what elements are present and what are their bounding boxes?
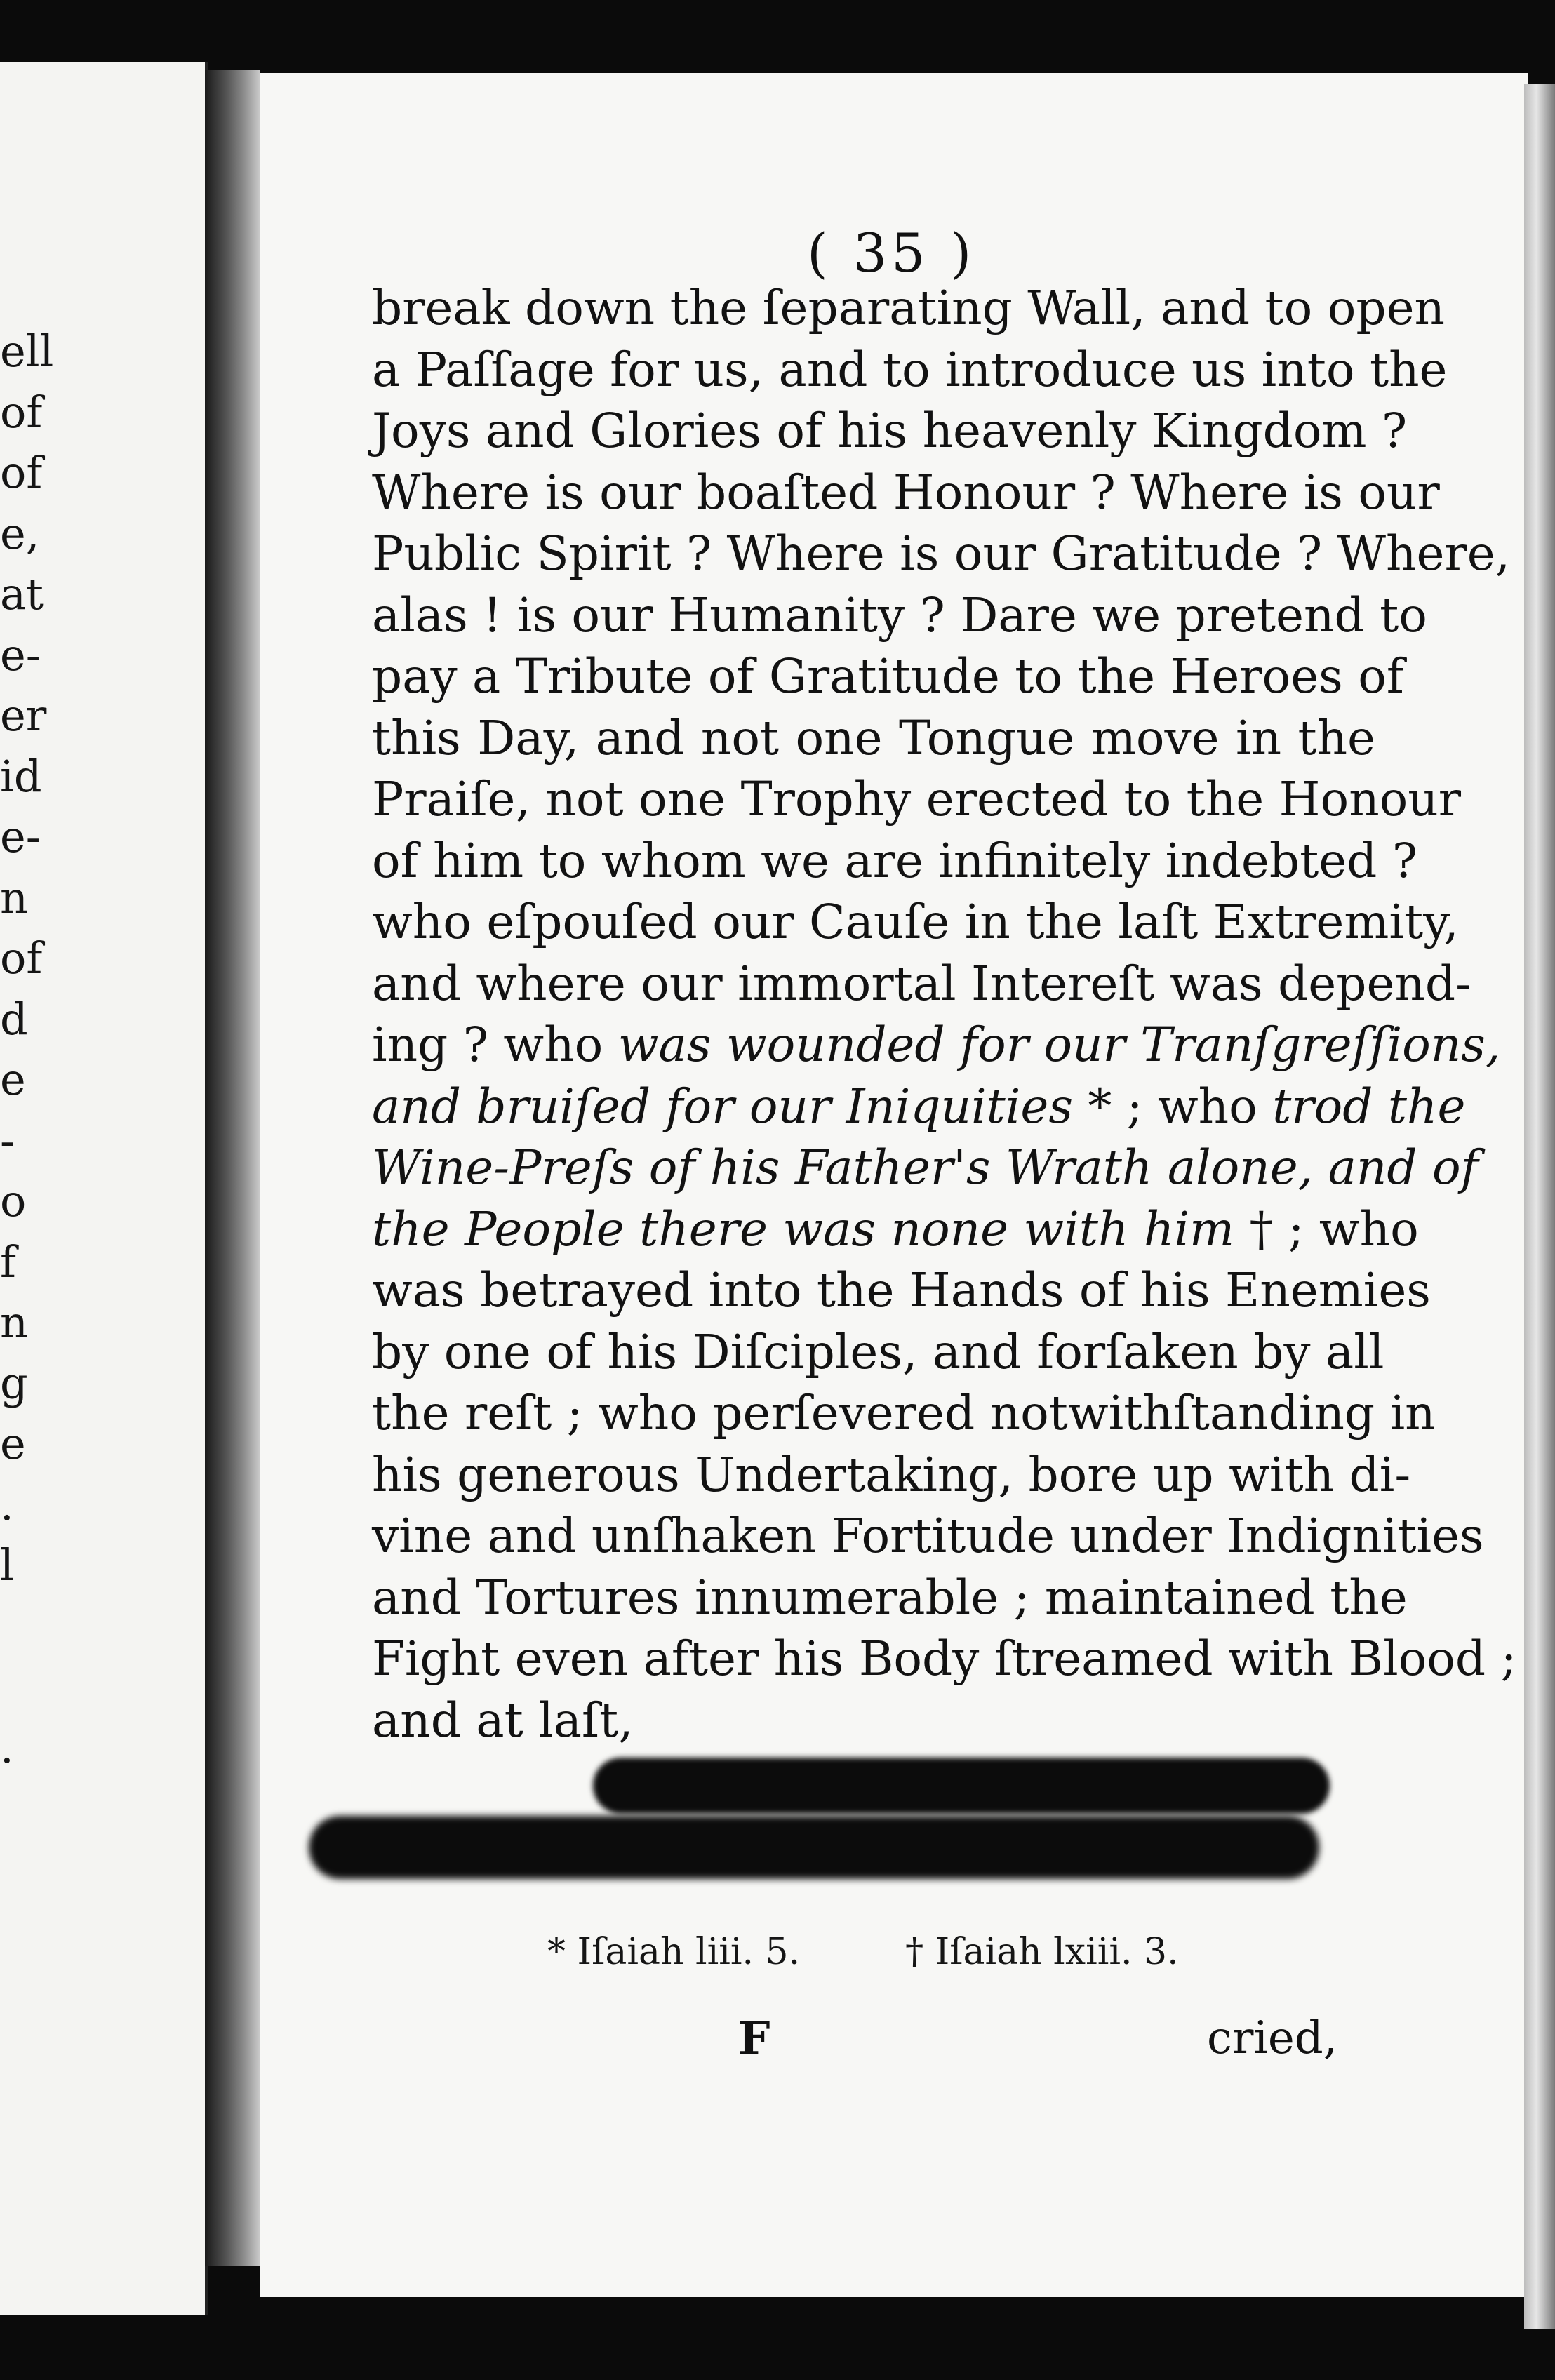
text-segment: Joys and Glories of his heavenly Kingdom ? [372, 403, 1408, 458]
left-fragment: e [0, 1418, 26, 1469]
left-fragment: er [0, 690, 47, 741]
text-line [372, 277, 1446, 339]
left-page-fragments [0, 321, 53, 1778]
left-fragment: d [0, 993, 28, 1045]
left-fragment: of [0, 447, 43, 498]
text-segment: pay a Tribute of Gratitude to the Heroes of [372, 648, 1404, 704]
page-number: ( 35 ) [807, 222, 976, 284]
text-segment: vine and unſhaken Fortitude under Indignities [372, 1508, 1484, 1563]
text-segment: ing ? who [372, 1017, 618, 1072]
ink-smear [593, 1758, 1330, 1814]
body-text [372, 277, 1517, 1751]
text-line [372, 1198, 1419, 1260]
text-line [372, 646, 1404, 707]
text-line [372, 953, 1471, 1015]
left-fragment: of [0, 932, 43, 984]
text-segment: by one of his Diſciples, and forſaken by all [372, 1323, 1384, 1379]
text-line [372, 1444, 1411, 1506]
text-line [372, 1382, 1436, 1444]
left-page [0, 62, 208, 2315]
italic-segment: was wounded for our Tranſgreſſions, [618, 1017, 1501, 1072]
left-fragment: e- [0, 811, 41, 862]
left-fragment: l [0, 1539, 14, 1591]
catchword: cried, [1207, 2012, 1338, 2064]
left-fragment: - [0, 1114, 15, 1166]
text-line [372, 462, 1440, 523]
footnote-1: * Iſaiah liii. 5. [547, 1931, 801, 1973]
ink-smear [309, 1816, 1319, 1879]
text-line [372, 1014, 1501, 1076]
text-segment: Fight even after his Body ſtreamed with Blood ; [372, 1631, 1517, 1686]
footnote-2: † Iſaiah lxiii. 3. [905, 1931, 1179, 1973]
italic-segment: trod the [1272, 1078, 1466, 1134]
left-fragment: e, [0, 507, 40, 559]
text-segment: his generous Undertaking, bore up with di- [372, 1446, 1411, 1502]
left-fragment: id [0, 750, 42, 802]
text-line [372, 891, 1459, 953]
text-line [372, 1137, 1479, 1198]
left-fragment: of [0, 386, 43, 438]
left-fragment [0, 1657, 53, 1718]
text-segment: Public Spirit ? Where is our Gratitude ? Where, [372, 526, 1511, 581]
footnotes [547, 1931, 1179, 1973]
left-fragment: n [0, 871, 28, 923]
text-line [372, 1567, 1408, 1629]
left-fragment: n [0, 1297, 28, 1348]
signature-mark: F [738, 2012, 770, 2065]
page-edge [1524, 84, 1555, 2329]
text-line [372, 584, 1427, 646]
text-line [372, 1076, 1466, 1137]
text-line [372, 400, 1408, 462]
left-fragment: o [0, 1175, 27, 1226]
text-line [372, 1259, 1431, 1321]
text-line [372, 1628, 1517, 1690]
left-fragment [0, 1596, 53, 1657]
text-line [372, 707, 1375, 769]
text-line [372, 1690, 1375, 1751]
left-fragment: e [0, 1054, 26, 1105]
italic-segment: and bruiſed for our Iniquities [372, 1078, 1073, 1134]
text-segment: break down the ſeparating Wall, and to open [372, 280, 1446, 335]
text-segment: of him to whom we are infinitely indebted ? [372, 832, 1418, 888]
text-segment: the reſt ; who perſevered notwithſtanding in [372, 1385, 1436, 1440]
text-line [372, 1321, 1384, 1383]
text-segment: was betrayed into the Hands of his Enemies [372, 1262, 1431, 1318]
text-segment: a Paſſage for us, and to introduce us into the [372, 341, 1448, 397]
text-line [372, 1505, 1484, 1567]
left-fragment: ell [0, 326, 54, 377]
text-segment: Where is our boaſted Honour ? Where is our [372, 464, 1440, 520]
text-line [372, 339, 1448, 401]
text-segment: and where our immortal Intereſt was depend- [372, 955, 1471, 1011]
text-segment: and Tortures innumerable ; maintained the [372, 1569, 1408, 1625]
text-segment: * ; who [1073, 1078, 1273, 1134]
italic-segment: Wine-Preſs of his Father's Wrath alone, [372, 1139, 1314, 1195]
text-line [372, 768, 1462, 830]
text-segment: this Day, and not one Tongue move in the [372, 709, 1375, 766]
text-segment: and at laſt, [372, 1692, 634, 1748]
italic-segment: and of [1313, 1139, 1479, 1195]
left-fragment: g [0, 1357, 28, 1409]
text-segment: † ; who [1234, 1201, 1419, 1257]
book-gutter [205, 70, 260, 2266]
text-line [372, 830, 1418, 892]
text-segment: who eſpouſed our Cauſe in the laſt Extremity, [372, 894, 1459, 949]
text-line [372, 523, 1511, 584]
left-fragment: . [0, 1478, 14, 1530]
text-segment: alas ! is our Humanity ? Dare we pretend to [372, 587, 1427, 643]
text-segment: Praiſe, not one Trophy erected to the Honour [372, 771, 1462, 827]
left-fragment: e- [0, 629, 41, 681]
italic-segment: the People there was none with him [372, 1201, 1234, 1257]
left-fragment: . [0, 1721, 14, 1773]
left-fragment: f [0, 1236, 16, 1288]
left-fragment: at [0, 568, 44, 620]
